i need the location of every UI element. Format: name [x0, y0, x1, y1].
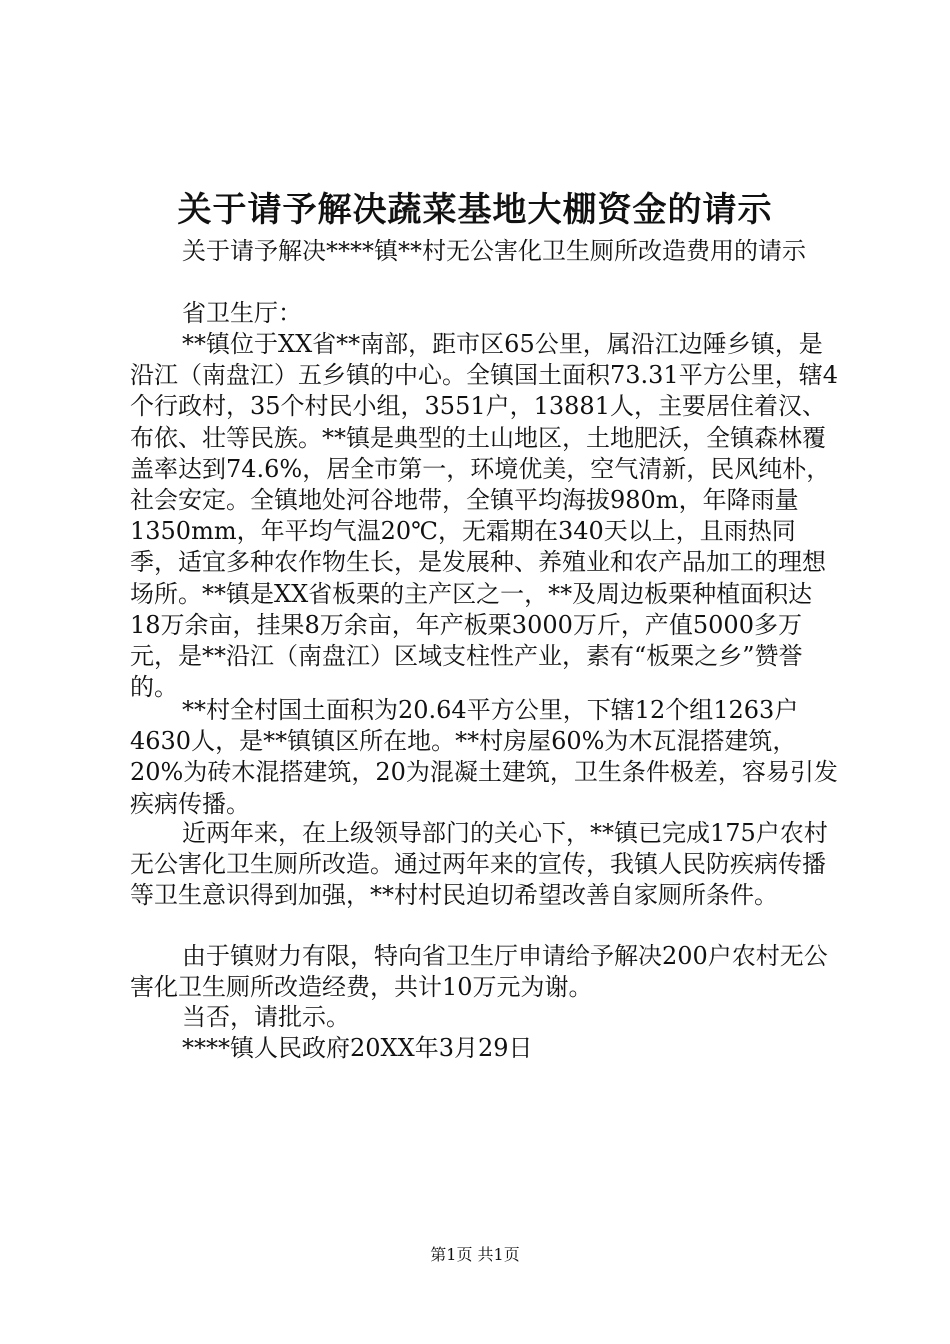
paragraph-funding-request: 由于镇财力有限，特向省卫生厅申请给予解决200户农村无公害化卫生厕所改造经费，共计10万元为谢。 [130, 942, 828, 1002]
paragraph-town-overview: **镇位于XX省**南部，距市区65公里，属沿江边陲乡镇，是沿江（南盘江）五乡镇的中心。全镇国土面积73.31平方公里，辖4个行政村，35个村民小组，3551户，13881人，主要居住着汉、布依、壮等民族。**镇是典型的土山地区，土地肥沃，全镇森林覆盖率达到74.6%，居全市第一，环境优美，空气清新，民风纯朴，社会安定。全镇地处河谷地带，全镇平均海拔980m，年降雨量1350mm，年平均气温20℃，无霜期在340天以上，且雨热同季，适宜多种农作物生长，是发展种、养殖业和农产品加工的理想场所。**镇是XX省板栗的主产区之一，**及周边板栗种植面积达18万余亩，挂果8万余亩，年产板栗3000万斤，产值5000多万元，是**沿江（南盘江）区域支柱性产业，素有“板栗之乡”赞誉的。 [130, 330, 838, 702]
paragraph-recent-progress: 近两年来，在上级领导部门的关心下，**镇已完成175户农村无公害化卫生厕所改造。通过两年来的宣传，我镇人民防疾病传播等卫生意识得到加强，**村村民迫切希望改善自家厕所条件。 [130, 819, 828, 910]
paragraph-closing: 当否，请批示。 [182, 1003, 350, 1031]
paragraph-village-overview: **村全村国土面积为20.64平方公里，下辖12个组1263户4630人，是**镇镇区所在地。**村房屋60%为木瓦混搭建筑，20%为砖木混搭建筑，20为混凝土建筑，卫生条件极差，容易引发疾病传播。 [130, 696, 838, 818]
addressee: 省卫生厅： [182, 299, 302, 327]
document-subtitle: 关于请予解决****镇**村无公害化卫生厕所改造费用的请示 [182, 237, 806, 265]
signature-date-line: ****镇人民政府20XX年3月29日 [182, 1034, 533, 1062]
page-number-footer: 第1页 共1页 [430, 1245, 520, 1264]
document-title: 关于请予解决蔬菜基地大棚资金的请示 [177, 190, 773, 230]
